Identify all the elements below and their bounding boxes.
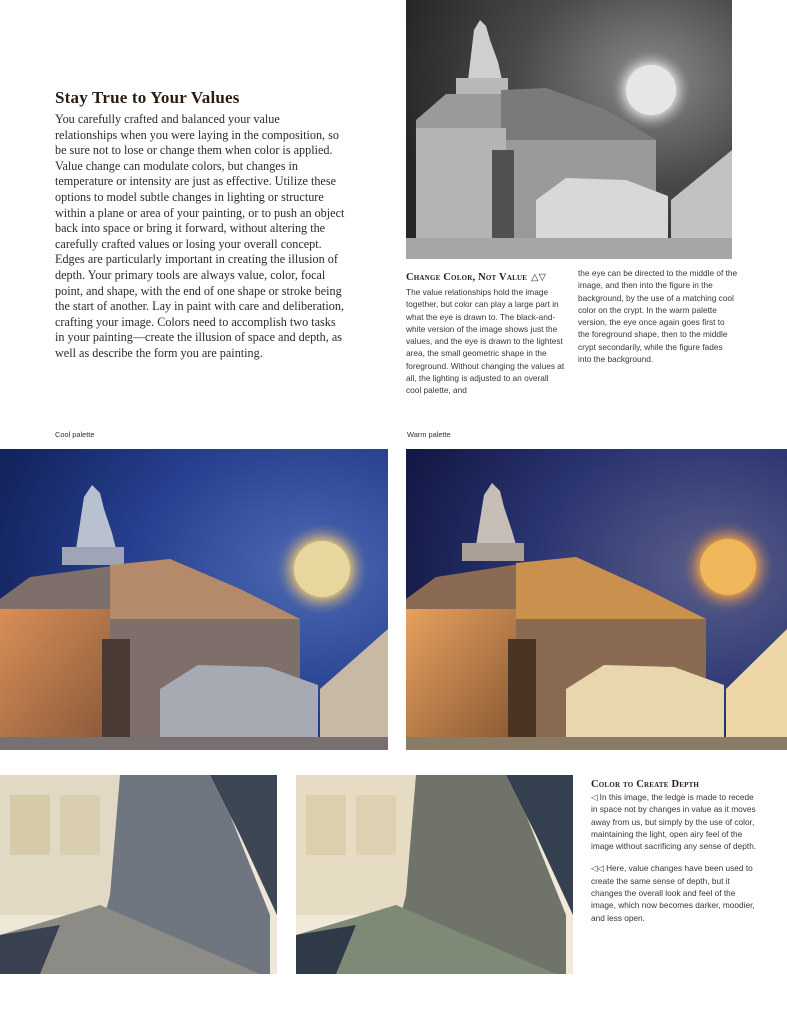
caption-heading: Change Color, Not Value xyxy=(406,272,528,283)
body-copy: You carefully crafted and balanced your value relationships when you were laying in the composition, so be sure not to lose or change them when color is applied. Value change can modulate colors, but changes in temperature or intensity are just as effective. Utilize these options to model subtle changes in lighting or structure within a plane or area of your painting, or to push an object back into space or bring it forward, without altering the carefully crafted values or losing your overall concept. Edges are particularly important in creating the illusion of depth. Your primary tools are always value, color, focal point, and shape, with the end of one shape or stroke being the start of another. Lay in paint with care and deliberation, crafting your image. Colors need to accomplish two tasks in your painting—create the illusion of space and depth, as well as describe the form you are painting. xyxy=(55,112,345,360)
grayscale-painting xyxy=(406,0,732,259)
label-warm-palette: Warm palette xyxy=(407,430,451,439)
cool-palette-painting xyxy=(0,449,388,750)
caption-depth-para1: ◁ In this image, the ledge is made to recede in space not by changes in value as it moves away from us, but simply by the use of color, maintaining the light, open airy feel of the image without sacrificing any sense of depth. xyxy=(591,792,757,852)
caption-depth-para2: ◁◁ Here, value changes have been used to create the same sense of depth, but it changes the overall look and feel of the image, which now becomes darker, moodier, and less open. xyxy=(591,863,755,923)
arrow-icons: △▽ xyxy=(531,273,547,283)
ledge-color-depth-image xyxy=(0,775,277,974)
warm-palette-painting xyxy=(406,449,787,750)
ledge-value-depth-image xyxy=(296,775,573,974)
label-cool-palette: Cool palette xyxy=(55,430,95,439)
caption-text-col1: The value relationships hold the image together, but color can play a large part in what the eye is drawn to. The black-and-white version of the image shows just the values, and the eye is drawn to the lightest area, the small geometric shape in the foreground. Without changing the values at all, the lighting is adjusted to an overall cool palette, and xyxy=(406,287,565,396)
section-heading: Stay True to Your Values xyxy=(55,88,240,107)
caption-color-depth xyxy=(591,779,761,924)
caption-text-col2: the eye can be directed to the middle of the image, and then into the figure in the background, by the use of a matching cool color on the crypt. In the warm palette version, the eye once again goes first to the foreground shape, then to the middle crypt secondarily, while the figure fades into the background. xyxy=(578,268,738,365)
caption-change-color xyxy=(406,267,566,397)
caption-depth-heading: Color to Create Depth xyxy=(591,779,700,790)
